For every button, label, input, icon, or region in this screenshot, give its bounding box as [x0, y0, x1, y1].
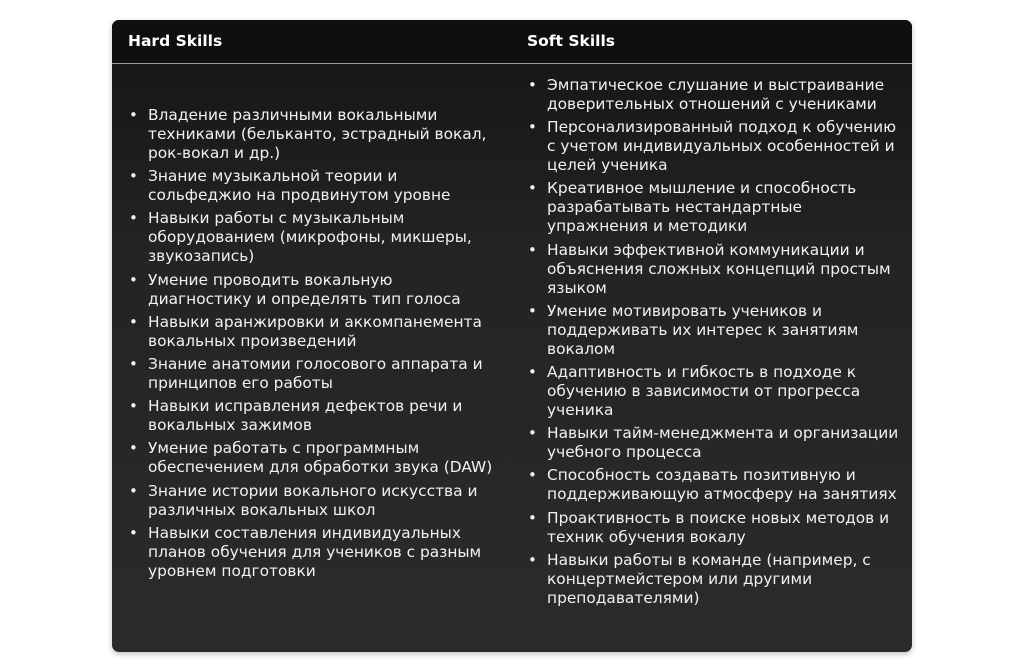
bullet-icon: •	[528, 301, 537, 320]
soft-skill-item-text: Навыки эффективной коммуникации и объяснения сложных концепций простым языком	[547, 240, 891, 297]
soft-skill-list-item	[527, 509, 905, 547]
bullet-icon: •	[528, 118, 537, 137]
bullet-icon: •	[129, 397, 138, 416]
bullet-icon: •	[129, 209, 138, 228]
hard-skill-list-item	[128, 355, 500, 393]
soft-skills-header: Soft Skills	[527, 32, 615, 50]
soft-skill-item-text: Навыки работы в команде (например, с концертмейстером или другими преподавателями)	[547, 550, 871, 607]
bullet-icon: •	[528, 76, 537, 94]
hard-skill-list-item	[128, 439, 500, 477]
hard-skill-list-item	[128, 106, 500, 163]
bullet-icon: •	[129, 167, 138, 186]
hard-skill-item-text: Навыки исправления дефектов речи и вокальных зажимов	[148, 397, 463, 435]
table-header	[112, 20, 912, 64]
soft-skill-list-item	[527, 302, 905, 359]
hard-skill-item-text: Навыки составления индивидуальных планов обучения для учеников с разным уровнем подготовки	[148, 523, 482, 580]
hard-skill-item-text: Умение работать с программным обеспечением для обработки звука (DAW)	[148, 439, 493, 477]
hard-skill-item-text: Знание музыкальной теории и сольфеджио на продвинутом уровне	[148, 167, 451, 205]
bullet-icon: •	[528, 466, 537, 485]
hard-skill-list-item	[128, 167, 500, 205]
soft-skill-list-item	[527, 179, 905, 236]
bullet-icon: •	[129, 270, 138, 289]
hard-skill-item-text: Навыки аранжировки и аккомпанемента вокальных произведений	[148, 312, 482, 350]
skills-table	[112, 20, 912, 652]
soft-skill-list-item	[527, 118, 905, 175]
hard-skill-item-text: Владение различными вокальными техниками (бельканто, эстрадный вокал, рок-вокал и др.)	[148, 106, 487, 162]
hard-skill-item-text: Знание истории вокального искусства и различных вокальных школ	[148, 481, 478, 519]
hard-skill-item-text: Знание анатомии голосового аппарата и принципов его работы	[148, 354, 483, 392]
hard-skill-list-item	[128, 313, 500, 351]
soft-skill-list-item	[527, 363, 905, 420]
hard-skill-item-text: Умение проводить вокальную диагностику и определять тип голоса	[148, 270, 461, 308]
soft-skill-item-text: Креативное мышление и способность разрабатывать нестандартные упражнения и методики	[547, 179, 857, 236]
bullet-icon: •	[528, 362, 537, 381]
soft-skills-list	[527, 76, 905, 612]
soft-skill-list-item	[527, 241, 905, 298]
hard-skills-list	[128, 106, 500, 585]
bullet-icon: •	[528, 179, 537, 198]
soft-skill-list-item	[527, 76, 905, 114]
soft-skill-item-text: Адаптивность и гибкость в подходе к обучению в зависимости от прогресса ученика	[547, 362, 861, 419]
bullet-icon: •	[129, 106, 138, 124]
hard-skill-list-item	[128, 397, 500, 435]
soft-skill-list-item	[527, 551, 905, 608]
soft-skill-item-text: Навыки тайм-менеджмента и организации учебного процесса	[547, 424, 899, 462]
bullet-icon: •	[528, 508, 537, 527]
soft-skill-item-text: Персонализированный подход к обучению с учетом индивидуальных особенностей и целей ученика	[547, 118, 897, 175]
hard-skill-list-item	[128, 482, 500, 520]
bullet-icon: •	[129, 312, 138, 331]
soft-skill-list-item	[527, 424, 905, 462]
soft-skill-item-text: Проактивность в поиске новых методов и техник обучения вокалу	[547, 508, 890, 546]
bullet-icon: •	[129, 354, 138, 373]
bullet-icon: •	[129, 439, 138, 458]
hard-skills-header: Hard Skills	[128, 32, 223, 50]
bullet-icon: •	[129, 481, 138, 500]
hard-skill-list-item	[128, 271, 500, 309]
bullet-icon: •	[528, 240, 537, 259]
hard-skill-list-item	[128, 209, 500, 266]
bullet-icon: •	[129, 523, 138, 542]
soft-skill-item-text: Умение мотивировать учеников и поддерживать их интерес к занятиям вокалом	[547, 301, 859, 358]
soft-skill-list-item	[527, 466, 905, 504]
bullet-icon: •	[528, 550, 537, 569]
hard-skill-item-text: Навыки работы с музыкальным оборудованием (микрофоны, микшеры, звукозапись)	[148, 209, 472, 266]
soft-skill-item-text: Эмпатическое слушание и выстраивание доверительных отношений с учениками	[547, 76, 885, 113]
hard-skill-list-item	[128, 524, 500, 581]
bullet-icon: •	[528, 424, 537, 443]
soft-skill-item-text: Способность создавать позитивную и поддерживающую атмосферу на занятиях	[547, 466, 897, 504]
